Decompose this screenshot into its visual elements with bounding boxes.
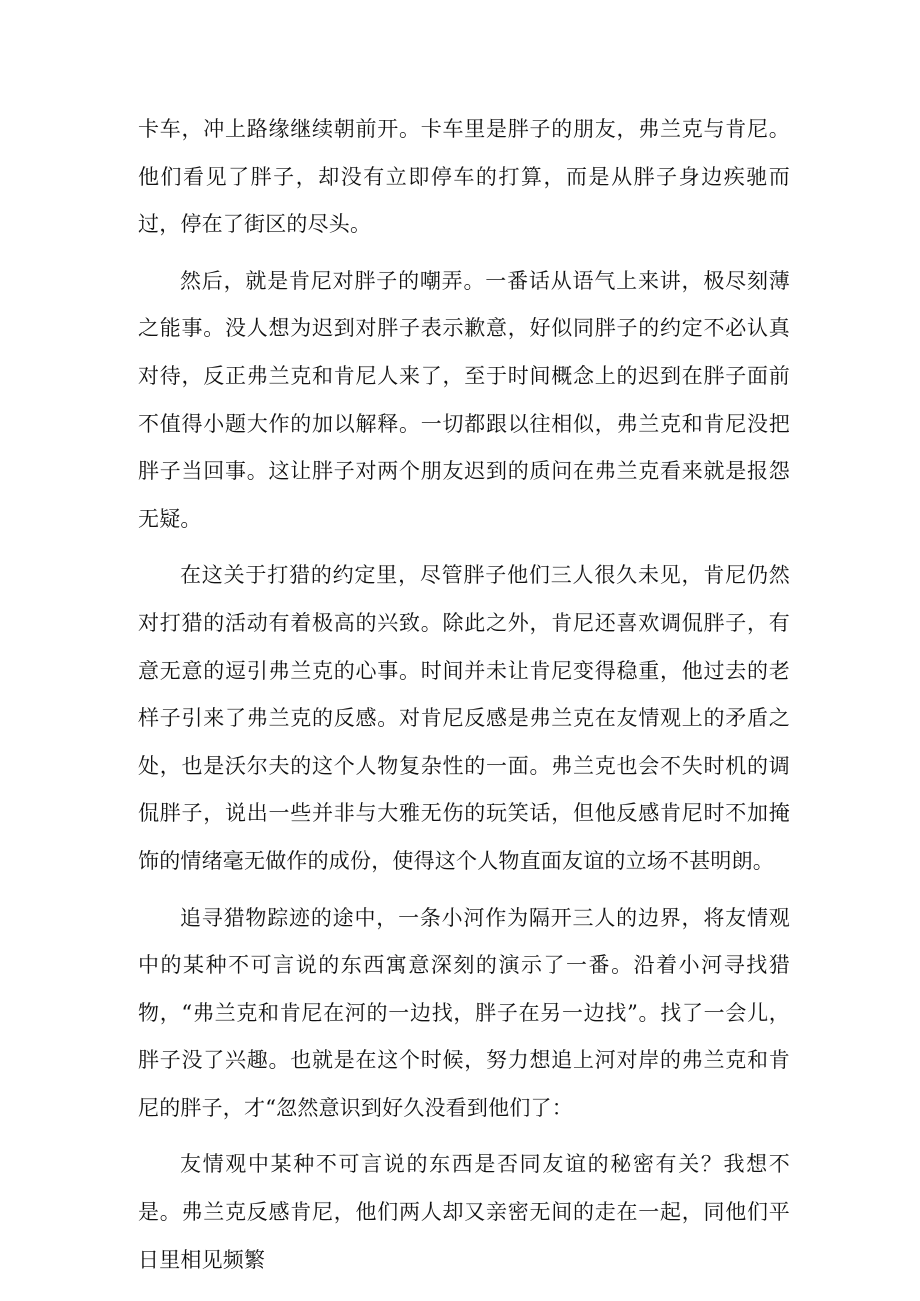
paragraph-2: 然后，就是肯尼对胖子的嘲弄。一番话从语气上来讲，极尽刻薄之能事。没人想为迟到对胖子表示歉意，好似同胖子的约定不必认真对待，反正弗兰克和肯尼人来了，至于时间概念上的迟到在胖子面前不值得小题大作的加以解释。一切都跟以往相似，弗兰克和肯尼没把胖子当回事。这让胖子对两个朋友迟到的质问在弗兰克看来就是报怨无疑。 [138,268,790,531]
paragraph-1: 卡车，冲上路缘继续朝前开。卡车里是胖子的朋友，弗兰克与肯尼。他们看见了胖子，却没有立即停车的打算，而是从胖子身边疾驰而过，停在了街区的尽头。 [138,117,790,237]
paragraph-3: 在这关于打猎的约定里，尽管胖子他们三人很久未见，肯尼仍然对打猎的活动有着极高的兴致。除此之外，肯尼还喜欢调侃胖子，有意无意的逗引弗兰克的心事。时间并未让肯尼变得稳重，他过去的老样子引来了弗兰克的反感。对肯尼反感是弗兰克在友情观上的矛盾之处，也是沃尔夫的这个人物复杂性的一面。弗兰克也会不失时机的调侃胖子，说出一些并非与大雅无伤的玩笑话，但他反感肯尼时不加掩饰的情绪毫无做作的成份，使得这个人物直面友谊的立场不甚明朗。 [138,563,790,873]
paragraph-4: 追寻猎物踪迹的途中，一条小河作为隔开三人的边界，将友情观中的某种不可言说的东西寓意深刻的演示了一番。沿着小河寻找猎物，“弗兰克和肯尼在河的一边找，胖子在另一边找”。找了一会儿，胖子没了兴趣。也就是在这个时候，努力想追上河对岸的弗兰克和肯尼的胖子，才“忽然意识到好久没看到他们了： [138,905,790,1120]
paragraph-5: 友情观中某种不可言说的东西是否同友谊的秘密有关？我想不是。弗兰克反感肯尼，他们两人却又亲密无间的走在一起，同他们平日里相见频繁 [138,1152,790,1272]
document-page [138,106,790,1284]
